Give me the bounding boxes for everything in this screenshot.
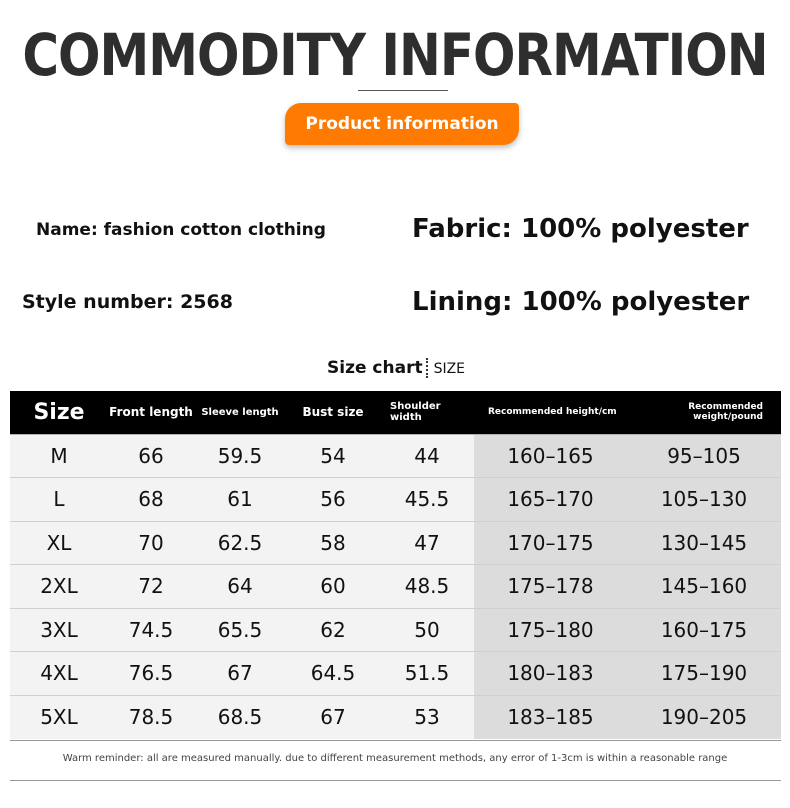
table-cell: 60: [286, 565, 380, 609]
table-cell: 74.5: [108, 608, 194, 652]
table-row: [10, 608, 781, 652]
table-cell: 78.5: [108, 695, 194, 739]
product-lining: Lining: 100% polyester: [412, 287, 750, 317]
table-cell: 4XL: [10, 652, 108, 696]
table-cell: 54: [286, 434, 380, 478]
warm-reminder: Warm reminder: all are measured manually. due to different measurement methods, any error of 1-3cm is within a reasonable range: [62, 753, 728, 764]
product-fabric: Fabric: 100% polyester: [412, 214, 749, 244]
table-cell: 190–205: [627, 695, 781, 739]
table-cell: 68.5: [194, 695, 286, 739]
size-chart-sublabel: SIZE: [433, 361, 466, 377]
table-cell: XL: [10, 521, 108, 565]
page-title: COMMODITY INFORMATION: [22, 22, 768, 89]
product-information-badge: Product information: [285, 103, 519, 145]
table-cell: 61: [194, 478, 286, 522]
header-recommended-height: Recommended height/cm: [488, 407, 617, 418]
table-cell: M: [10, 434, 108, 478]
table-cell: 5XL: [10, 695, 108, 739]
style-number: Style number: 2568: [22, 291, 233, 313]
table-cell: 65.5: [194, 608, 286, 652]
table-cell: 160–175: [627, 608, 781, 652]
table-row: [10, 521, 781, 565]
table-row: [10, 652, 781, 696]
table-cell: 53: [380, 695, 474, 739]
table-row: [10, 695, 781, 739]
table-cell: 175–190: [627, 652, 781, 696]
table-cell: L: [10, 478, 108, 522]
table-cell: 58: [286, 521, 380, 565]
table-cell: 45.5: [380, 478, 474, 522]
table-cell: 72: [108, 565, 194, 609]
table-cell: 62: [286, 608, 380, 652]
table-cell: 180–183: [474, 652, 627, 696]
table-cell: 66: [108, 434, 194, 478]
table-header-row: [10, 391, 781, 434]
table-cell: 170–175: [474, 521, 627, 565]
table-cell: 165–170: [474, 478, 627, 522]
product-name: Name: fashion cotton clothing: [36, 220, 326, 240]
table-cell: 64.5: [286, 652, 380, 696]
table-cell: 175–180: [474, 608, 627, 652]
table-row: [10, 478, 781, 522]
table-row: [10, 434, 781, 478]
table-cell: 183–185: [474, 695, 627, 739]
table-cell: 67: [286, 695, 380, 739]
table-cell: 3XL: [10, 608, 108, 652]
table-cell: 68: [108, 478, 194, 522]
table-cell: 64: [194, 565, 286, 609]
table-cell: 95–105: [627, 434, 781, 478]
header-front-length: Front length: [109, 405, 193, 420]
table-cell: 44: [380, 434, 474, 478]
heading-separator: [426, 358, 429, 378]
header-size: Size: [33, 399, 85, 425]
table-cell: 56: [286, 478, 380, 522]
header-sleeve-length: Sleeve length: [201, 406, 279, 418]
footer-divider-bottom: [10, 780, 781, 781]
table-cell: 105–130: [627, 478, 781, 522]
header-recommended-weight: Recommended weight/pound: [688, 402, 763, 423]
footer-divider-top: [10, 740, 781, 741]
table-cell: 175–178: [474, 565, 627, 609]
size-chart-heading: [327, 358, 465, 378]
table-cell: 160–165: [474, 434, 627, 478]
table-cell: 145–160: [627, 565, 781, 609]
table-row: [10, 565, 781, 609]
table-cell: 67: [194, 652, 286, 696]
table-cell: 2XL: [10, 565, 108, 609]
table-cell: 70: [108, 521, 194, 565]
table-cell: 50: [380, 608, 474, 652]
table-cell: 76.5: [108, 652, 194, 696]
table-cell: 130–145: [627, 521, 781, 565]
header-bust-size: Bust size: [302, 405, 364, 420]
table-cell: 62.5: [194, 521, 286, 565]
table-cell: 59.5: [194, 434, 286, 478]
table-cell: 51.5: [380, 652, 474, 696]
size-table: [10, 391, 781, 739]
table-cell: 48.5: [380, 565, 474, 609]
header-shoulder-width: Shoulder width: [390, 401, 441, 424]
table-cell: 47: [380, 521, 474, 565]
title-divider: [358, 90, 448, 91]
size-chart-label: Size chart: [327, 358, 423, 378]
